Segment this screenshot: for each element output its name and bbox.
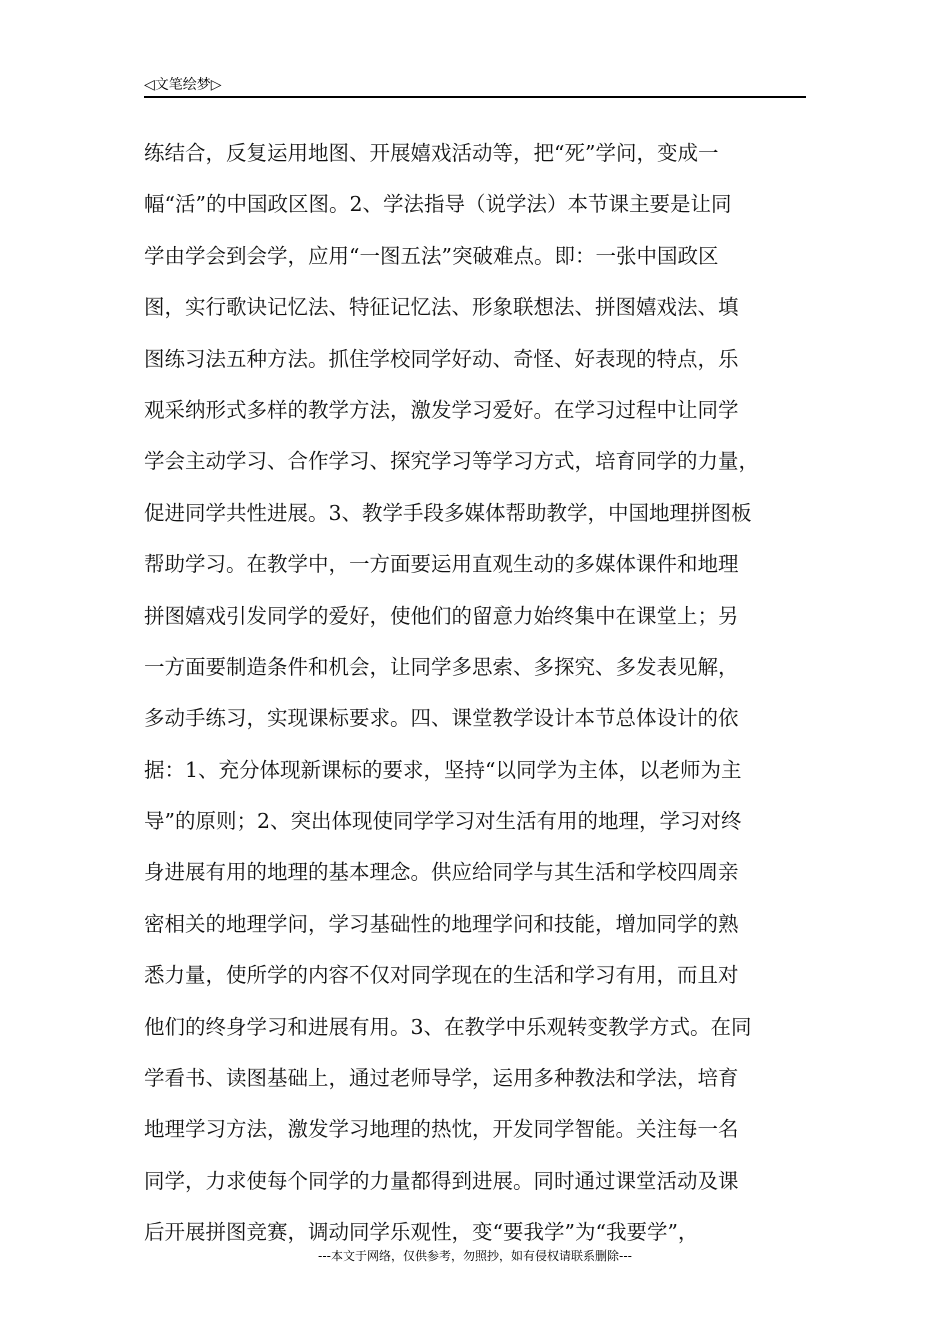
text-line: 悉力量，使所学的内容不仅对同学现在的生活和学习有用，而且对 bbox=[144, 963, 739, 988]
text-line: 图练习法五种方法。抓住学校同学好动、奇怪、好表现的特点，乐 bbox=[144, 346, 739, 371]
text-line: 促进同学共性进展。3、教学手段多媒体帮助教学，中国地理拼图板 bbox=[144, 500, 752, 525]
text-line: 学由学会到会学，应用“一图五法”突破难点。即：一张中国政区 bbox=[144, 243, 719, 268]
text-line: 学看书、读图基础上，通过老师导学，运用多种教法和学法，培育 bbox=[144, 1066, 739, 1091]
text-line: 地理学习方法，激发学习地理的热忱，开发同学智能。关注每一名 bbox=[144, 1117, 739, 1142]
text-line: 观采纳形式多样的教学方法，激发学习爱好。在学习过程中让同学 bbox=[144, 397, 739, 422]
page-footer: ---本文于网络，仅供参考，勿照抄，如有侵权请联系删除--- bbox=[318, 1249, 632, 1263]
document-body bbox=[144, 128, 814, 1259]
text-line: 多动手练习，实现课标要求。四、课堂教学设计本节总体设计的依 bbox=[144, 706, 739, 731]
text-line: 一方面要制造条件和机会，让同学多思索、多探究、多发表见解， bbox=[144, 654, 739, 679]
text-line: 据：1、充分体现新课标的要求，坚持“以同学为主体，以老师为主 bbox=[144, 757, 742, 782]
text-line: 图，实行歌诀记忆法、特征记忆法、形象联想法、拼图嬉戏法、填 bbox=[144, 295, 739, 320]
header-title: ◁文笔绘梦▷ bbox=[144, 77, 222, 93]
text-line: 他们的终身学习和进展有用。3、在教学中乐观转变教学方式。在同 bbox=[144, 1014, 752, 1039]
text-line: 后开展拼图竞赛，调动同学乐观性，变“要我学”为“我要学”， bbox=[144, 1220, 699, 1245]
text-line: 学会主动学习、合作学习、探究学习等学习方式，培育同学的力量， bbox=[144, 449, 759, 474]
text-line: 帮助学习。在教学中，一方面要运用直观生动的多媒体课件和地理 bbox=[144, 552, 739, 577]
text-line: 拼图嬉戏引发同学的爱好，使他们的留意力始终集中在课堂上；另 bbox=[144, 603, 739, 628]
text-line: 练结合，反复运用地图、开展嬉戏活动等，把“死”学问，变成一 bbox=[144, 141, 719, 165]
text-line: 身进展有用的地理的基本理念。供应给同学与其生活和学校四周亲 bbox=[144, 860, 739, 885]
text-line: 导”的原则；2、突出体现使同学学习对生活有用的地理，学习对终 bbox=[144, 809, 742, 834]
text-line: 幅“活”的中国政区图。2、学法指导（说学法）本节课主要是让同 bbox=[144, 192, 732, 217]
page-header bbox=[144, 74, 806, 98]
text-line: 同学，力求使每个同学的力量都得到进展。同时通过课堂活动及课 bbox=[144, 1168, 739, 1193]
text-line: 密相关的地理学问，学习基础性的地理学问和技能，增加同学的熟 bbox=[144, 911, 739, 936]
